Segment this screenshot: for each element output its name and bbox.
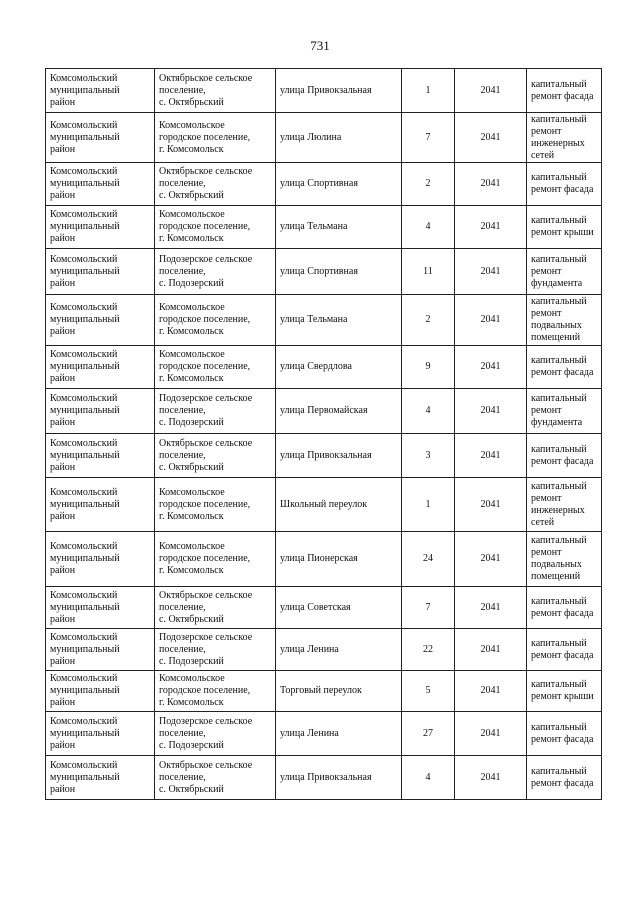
district-cell-line: муниципальный (50, 221, 120, 232)
house-number-cell: 4 (402, 756, 455, 800)
year-cell: 2041 (455, 163, 527, 206)
district-cell-line: район (50, 96, 76, 108)
district-cell-line: район (50, 461, 76, 473)
district-cell-line: Комсомольский (50, 437, 118, 449)
work-type-cell-line: капитальный (531, 480, 587, 492)
work-type-cell-line: подвальных (531, 559, 582, 570)
work-type-cell-line: фундамента (531, 277, 583, 289)
settlement-cell (155, 389, 276, 434)
repair-schedule-table (45, 68, 602, 800)
table-row (46, 587, 602, 629)
house-number-cell: 3 (402, 434, 455, 478)
district-cell (46, 295, 155, 346)
district-cell-line: Комсомольский (50, 589, 118, 601)
district-cell-line: Комсомольский (50, 253, 118, 265)
house-number-cell: 5 (402, 671, 455, 712)
work-type-cell-line: ремонт фасада (531, 607, 594, 619)
street-cell: улица Ленина (276, 629, 402, 671)
street-cell: улица Первомайская (276, 389, 402, 434)
house-number-cell: 7 (402, 587, 455, 629)
house-number-cell: 1 (402, 69, 455, 113)
district-cell-line: муниципальный (50, 178, 120, 189)
district-cell-line: муниципальный (50, 265, 120, 277)
settlement-cell-line: с. Октябрьский (159, 613, 224, 625)
settlement-cell-line: Октябрьское сельское (159, 166, 253, 177)
district-cell-line: Комсомольский (50, 119, 118, 131)
year-cell: 2041 (455, 249, 527, 295)
table-body (46, 69, 602, 800)
work-type-cell-line: капитальный (531, 296, 587, 307)
settlement-cell-line: г. Комсомольск (159, 233, 224, 244)
district-cell-line: муниципальный (50, 361, 120, 372)
settlement-cell (155, 629, 276, 671)
district-cell-line: Комсомольский (50, 541, 118, 552)
district-cell-line: район (50, 143, 76, 155)
street-cell: Торговый переулок (276, 671, 402, 712)
work-type-cell-line: фундамента (531, 417, 583, 428)
house-number-cell: 2 (402, 295, 455, 346)
settlement-cell-line: поселение, (159, 84, 206, 96)
work-type-cell (527, 434, 602, 478)
house-number-cell: 11 (402, 249, 455, 295)
table-row (46, 671, 602, 712)
settlement-cell (155, 295, 276, 346)
table-row (46, 478, 602, 532)
house-number-cell: 1 (402, 478, 455, 532)
district-cell (46, 712, 155, 756)
work-type-cell-line: капитальный (531, 215, 587, 226)
settlement-cell (155, 478, 276, 532)
settlement-cell-line: поселение, (159, 771, 206, 783)
settlement-cell-line: городское поселение, (159, 553, 251, 564)
work-type-cell-line: сетей (531, 516, 555, 528)
district-cell-line: муниципальный (50, 601, 120, 613)
district-cell-line: Комсомольский (50, 393, 118, 404)
district-cell-line: район (50, 190, 76, 201)
table-row (46, 346, 602, 389)
year-cell: 2041 (455, 206, 527, 249)
settlement-cell-line: с. Октябрьский (159, 96, 224, 108)
street-cell: улица Свердлова (276, 346, 402, 389)
settlement-cell-line: поселение, (159, 405, 206, 416)
settlement-cell-line: Подозерское сельское (159, 631, 253, 643)
settlement-cell-line: с. Октябрьский (159, 190, 224, 201)
work-type-cell-line: ремонт фасада (531, 777, 594, 789)
settlement-cell (155, 756, 276, 800)
table-row (46, 756, 602, 800)
street-cell: улица Ленина (276, 712, 402, 756)
district-cell-line: район (50, 277, 76, 289)
table-row (46, 163, 602, 206)
settlement-cell-line: с. Подозерский (159, 277, 224, 289)
district-cell (46, 163, 155, 206)
house-number-cell: 4 (402, 206, 455, 249)
district-cell-line: муниципальный (50, 685, 120, 696)
settlement-cell-line: Комсомольское (159, 349, 225, 360)
district-cell-line: район (50, 739, 76, 751)
settlement-cell-line: г. Комсомольск (159, 510, 224, 522)
settlement-cell-line: Октябрьское сельское (159, 72, 253, 84)
work-type-cell-line: капитальный (531, 679, 587, 690)
year-cell: 2041 (455, 629, 527, 671)
district-cell (46, 756, 155, 800)
settlement-cell (155, 434, 276, 478)
district-cell-line: район (50, 510, 76, 522)
district-cell (46, 629, 155, 671)
settlement-cell-line: Октябрьское сельское (159, 759, 253, 771)
district-cell-line: муниципальный (50, 727, 120, 739)
district-cell (46, 206, 155, 249)
street-cell: Школьный переулок (276, 478, 402, 532)
year-cell: 2041 (455, 295, 527, 346)
settlement-cell-line: Комсомольское (159, 119, 225, 131)
work-type-cell (527, 249, 602, 295)
work-type-cell-line: капитальный (531, 535, 587, 546)
work-type-cell (527, 478, 602, 532)
district-cell-line: Комсомольский (50, 715, 118, 727)
street-cell: улица Тельмана (276, 206, 402, 249)
work-type-cell-line: ремонт (531, 547, 562, 558)
settlement-cell-line: Комсомольское (159, 209, 225, 220)
district-cell (46, 434, 155, 478)
work-type-cell-line: капитальный (531, 393, 587, 404)
district-cell-line: муниципальный (50, 771, 120, 783)
district-cell (46, 249, 155, 295)
settlement-cell (155, 587, 276, 629)
work-type-cell (527, 389, 602, 434)
work-type-cell (527, 629, 602, 671)
district-cell-line: район (50, 233, 76, 244)
table-row (46, 434, 602, 478)
settlement-cell (155, 671, 276, 712)
house-number-cell: 9 (402, 346, 455, 389)
house-number-cell: 7 (402, 113, 455, 163)
settlement-cell-line: поселение, (159, 601, 206, 613)
street-cell: улица Привокзальная (276, 756, 402, 800)
settlement-cell-line: Комсомольское (159, 302, 225, 313)
settlement-cell (155, 206, 276, 249)
settlement-cell (155, 532, 276, 587)
district-cell (46, 113, 155, 163)
work-type-cell-line: капитальный (531, 253, 587, 265)
street-cell: улица Тельмана (276, 295, 402, 346)
table-row (46, 249, 602, 295)
settlement-cell-line: г. Комсомольск (159, 565, 224, 576)
settlement-cell-line: Комсомольское (159, 673, 225, 684)
settlement-cell-line: Октябрьское сельское (159, 437, 253, 449)
district-cell (46, 671, 155, 712)
work-type-cell-line: капитальный (531, 595, 587, 607)
settlement-cell-line: Комсомольское (159, 486, 225, 498)
settlement-cell-line: г. Комсомольск (159, 697, 224, 708)
district-cell (46, 346, 155, 389)
settlement-cell-line: городское поселение, (159, 498, 251, 510)
work-type-cell-line: капитальный (531, 721, 587, 733)
district-cell-line: муниципальный (50, 643, 120, 655)
work-type-cell-line: ремонт фасада (531, 90, 594, 102)
district-cell-line: район (50, 373, 76, 384)
district-cell-line: Комсомольский (50, 673, 118, 684)
work-type-cell-line: ремонт (531, 492, 562, 504)
district-cell-line: район (50, 655, 76, 667)
district-cell-line: Комсомольский (50, 759, 118, 771)
district-cell-line: район (50, 697, 76, 708)
district-cell-line: район (50, 783, 76, 795)
settlement-cell-line: поселение, (159, 643, 206, 655)
settlement-cell-line: городское поселение, (159, 221, 251, 232)
district-cell-line: муниципальный (50, 84, 120, 96)
district-cell-line: муниципальный (50, 131, 120, 143)
year-cell: 2041 (455, 756, 527, 800)
work-type-cell-line: капитальный (531, 78, 587, 90)
work-type-cell-line: капитальный (531, 172, 587, 183)
district-cell-line: муниципальный (50, 553, 120, 564)
work-type-cell-line: ремонт (531, 405, 562, 416)
district-cell-line: Комсомольский (50, 349, 118, 360)
district-cell (46, 478, 155, 532)
settlement-cell-line: Подозерское сельское (159, 715, 253, 727)
settlement-cell (155, 249, 276, 295)
year-cell: 2041 (455, 587, 527, 629)
district-cell (46, 69, 155, 113)
work-type-cell (527, 163, 602, 206)
work-type-cell (527, 712, 602, 756)
table-row (46, 532, 602, 587)
district-cell-line: Комсомольский (50, 631, 118, 643)
work-type-cell (527, 587, 602, 629)
house-number-cell: 24 (402, 532, 455, 587)
street-cell: улица Советская (276, 587, 402, 629)
district-cell-line: муниципальный (50, 498, 120, 510)
street-cell: улица Пионерская (276, 532, 402, 587)
table-row (46, 389, 602, 434)
settlement-cell-line: г. Комсомольск (159, 373, 224, 384)
work-type-cell-line: ремонт фасада (531, 733, 594, 745)
district-cell-line: муниципальный (50, 449, 120, 461)
work-type-cell-line: ремонт крыши (531, 227, 594, 238)
house-number-cell: 4 (402, 389, 455, 434)
year-cell: 2041 (455, 346, 527, 389)
work-type-cell-line: ремонт крыши (531, 691, 594, 702)
work-type-cell (527, 756, 602, 800)
work-type-cell-line: ремонт фасада (531, 455, 594, 467)
district-cell-line: муниципальный (50, 314, 120, 325)
street-cell: улица Люлина (276, 113, 402, 163)
work-type-cell (527, 69, 602, 113)
district-cell-line: район (50, 565, 76, 576)
street-cell: улица Привокзальная (276, 69, 402, 113)
district-cell-line: район (50, 613, 76, 625)
district-cell-line: Комсомольский (50, 302, 118, 313)
work-type-cell-line: ремонт фасада (531, 367, 594, 378)
settlement-cell-line: городское поселение, (159, 685, 251, 696)
table-row (46, 69, 602, 113)
year-cell: 2041 (455, 478, 527, 532)
work-type-cell (527, 532, 602, 587)
settlement-cell-line: Подозерское сельское (159, 393, 253, 404)
work-type-cell-line: помещений (531, 571, 581, 582)
settlement-cell-line: поселение, (159, 449, 206, 461)
house-number-cell: 27 (402, 712, 455, 756)
work-type-cell (527, 671, 602, 712)
settlement-cell-line: с. Подозерский (159, 739, 224, 751)
district-cell (46, 587, 155, 629)
table-row (46, 712, 602, 756)
table-row (46, 113, 602, 163)
work-type-cell-line: ремонт (531, 265, 562, 277)
settlement-cell-line: Октябрьское сельское (159, 589, 253, 601)
house-number-cell: 2 (402, 163, 455, 206)
district-cell-line: муниципальный (50, 405, 120, 416)
settlement-cell (155, 69, 276, 113)
work-type-cell-line: капитальный (531, 355, 587, 366)
settlement-cell-line: городское поселение, (159, 314, 251, 325)
year-cell: 2041 (455, 532, 527, 587)
work-type-cell-line: ремонт (531, 125, 562, 137)
district-cell-line: Комсомольский (50, 166, 118, 177)
district-cell-line: Комсомольский (50, 486, 118, 498)
street-cell: улица Привокзальная (276, 434, 402, 478)
year-cell: 2041 (455, 113, 527, 163)
work-type-cell (527, 295, 602, 346)
district-cell-line: район (50, 417, 76, 428)
work-type-cell (527, 113, 602, 163)
work-type-cell-line: подвальных (531, 320, 582, 331)
page-number: 731 (310, 38, 330, 53)
work-type-cell (527, 346, 602, 389)
settlement-cell-line: городское поселение, (159, 131, 251, 143)
work-type-cell-line: ремонт (531, 308, 562, 319)
table-row (46, 295, 602, 346)
district-cell-line: район (50, 326, 76, 337)
work-type-cell-line: капитальный (531, 637, 587, 649)
settlement-cell-line: с. Подозерский (159, 417, 224, 428)
year-cell: 2041 (455, 434, 527, 478)
year-cell: 2041 (455, 712, 527, 756)
district-cell (46, 532, 155, 587)
table-row (46, 629, 602, 671)
settlement-cell-line: поселение, (159, 727, 206, 739)
work-type-cell-line: капитальный (531, 765, 587, 777)
work-type-cell-line: ремонт фасада (531, 649, 594, 661)
street-cell: улица Спортивная (276, 249, 402, 295)
settlement-cell (155, 113, 276, 163)
settlement-cell (155, 712, 276, 756)
district-cell-line: Комсомольский (50, 72, 118, 84)
year-cell: 2041 (455, 389, 527, 434)
district-cell (46, 389, 155, 434)
settlement-cell-line: Комсомольское (159, 541, 225, 552)
settlement-cell-line: с. Октябрьский (159, 461, 224, 473)
work-type-cell-line: ремонт фасада (531, 184, 594, 195)
settlement-cell-line: Подозерское сельское (159, 253, 253, 265)
work-type-cell-line: инженерных (531, 504, 585, 516)
settlement-cell-line: с. Октябрьский (159, 783, 224, 795)
settlement-cell (155, 163, 276, 206)
settlement-cell-line: поселение, (159, 265, 206, 277)
settlement-cell-line: г. Комсомольск (159, 143, 224, 155)
settlement-cell-line: городское поселение, (159, 361, 251, 372)
work-type-cell (527, 206, 602, 249)
year-cell: 2041 (455, 671, 527, 712)
work-type-cell-line: капитальный (531, 443, 587, 455)
house-number-cell: 22 (402, 629, 455, 671)
work-type-cell-line: помещений (531, 332, 581, 343)
work-type-cell-line: инженерных (531, 137, 585, 149)
settlement-cell (155, 346, 276, 389)
street-cell: улица Спортивная (276, 163, 402, 206)
settlement-cell-line: с. Подозерский (159, 655, 224, 667)
settlement-cell-line: г. Комсомольск (159, 326, 224, 337)
district-cell-line: Комсомольский (50, 209, 118, 220)
work-type-cell-line: сетей (531, 149, 555, 161)
settlement-cell-line: поселение, (159, 178, 206, 189)
year-cell: 2041 (455, 69, 527, 113)
table-row (46, 206, 602, 249)
work-type-cell-line: капитальный (531, 113, 587, 125)
